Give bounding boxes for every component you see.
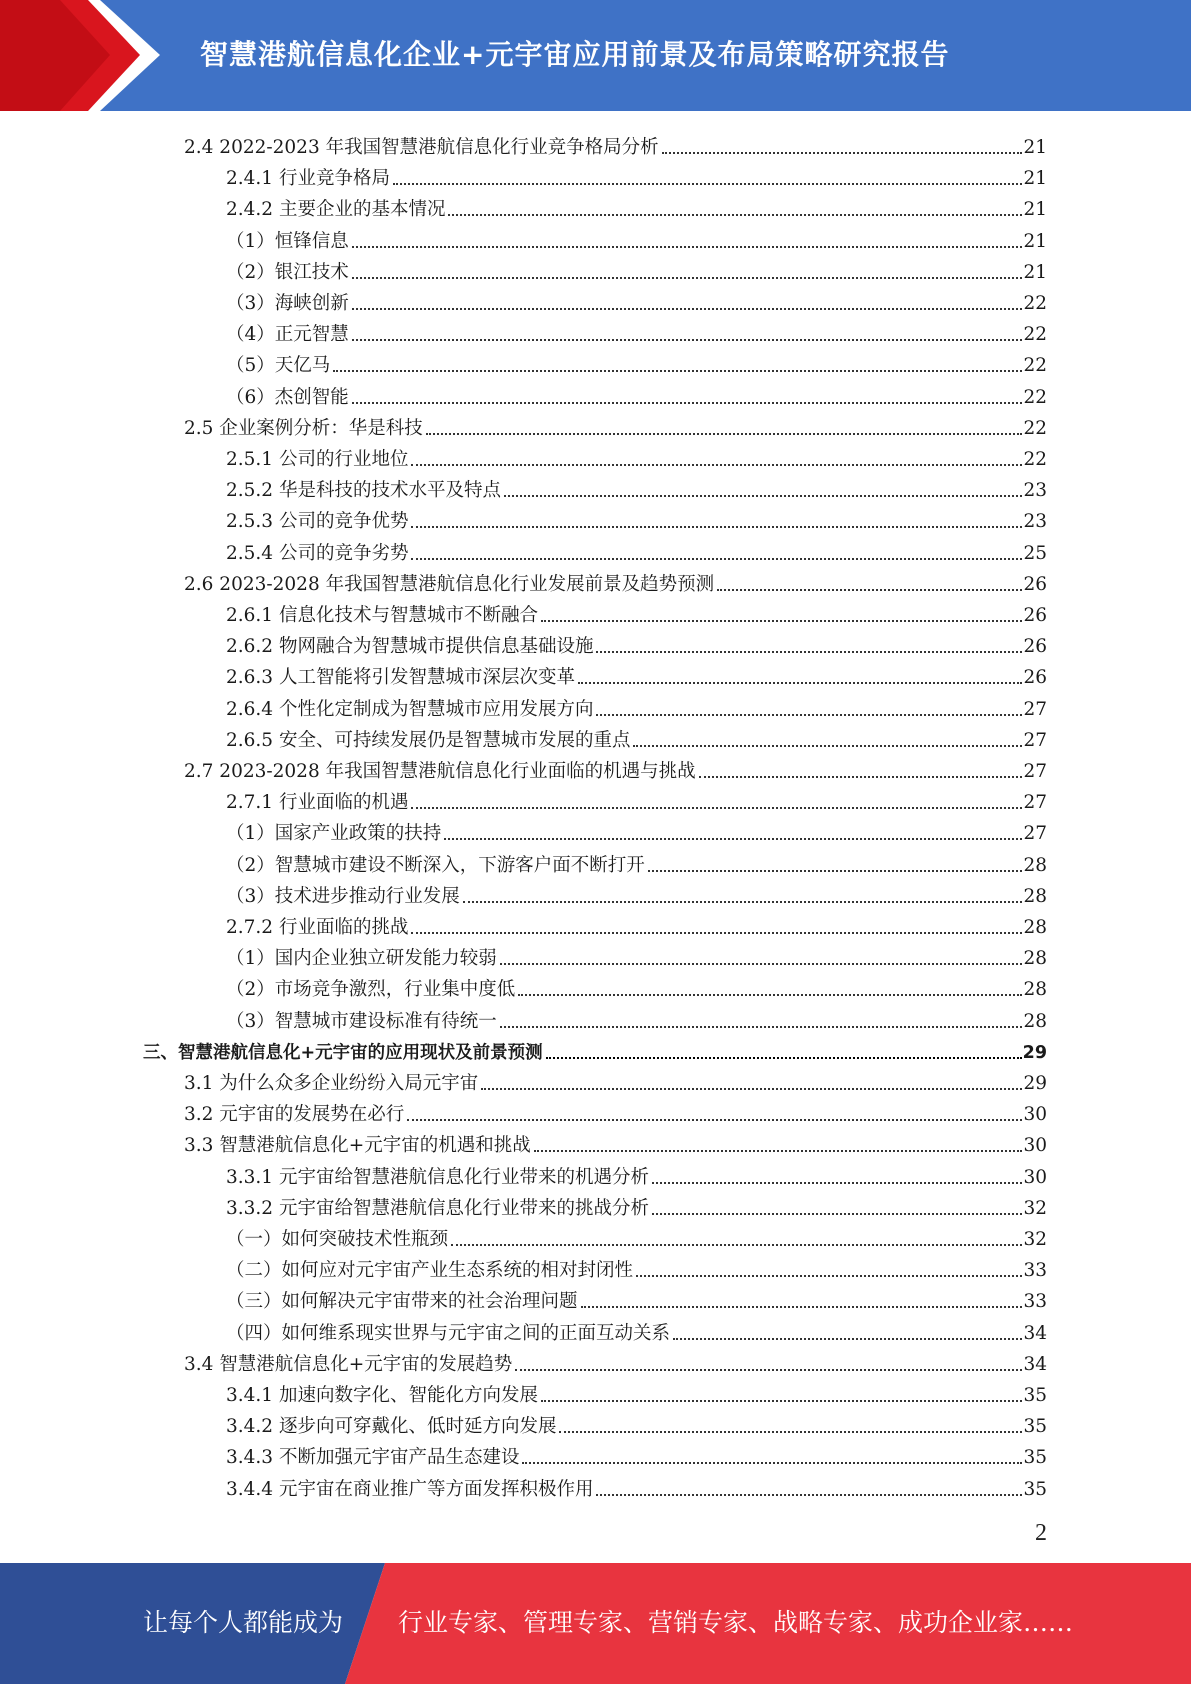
toc-entry[interactable]	[226, 721, 1047, 752]
toc-entry-page: 30	[1023, 1135, 1047, 1157]
toc-entry[interactable]	[226, 877, 1047, 908]
toc-dot-leader	[596, 651, 1022, 653]
toc-entry[interactable]	[226, 939, 1047, 970]
toc-entry[interactable]	[184, 128, 1047, 159]
toc-entry-page: 23	[1023, 511, 1047, 533]
toc-dot-leader	[546, 1057, 1022, 1059]
toc-entry-title: （一）如何突破技术性瓶颈	[226, 1229, 449, 1250]
toc-entry-page: 28	[1023, 885, 1047, 907]
toc-dot-leader	[652, 1182, 1022, 1184]
toc-dot-leader	[662, 152, 1023, 154]
toc-dot-leader	[534, 1150, 1023, 1152]
toc-dot-leader	[699, 776, 1023, 778]
toc-dot-leader	[407, 1119, 1022, 1121]
toc-entry[interactable]	[226, 1002, 1047, 1033]
toc-entry-page: 25	[1023, 542, 1047, 564]
toc-entry-title: （二）如何应对元宇宙产业生态系统的相对封闭性	[226, 1260, 634, 1282]
toc-dot-leader	[500, 963, 1023, 965]
toc-entry-title: 2.4 2022-2023 年我国智慧港航信息化行业竞争格局分析	[184, 137, 659, 158]
toc-dot-leader	[444, 838, 1022, 840]
toc-dot-leader	[352, 402, 1023, 404]
toc-entry[interactable]	[226, 1470, 1047, 1501]
toc-entry-page: 21	[1023, 137, 1047, 158]
toc-entry-page: 22	[1023, 417, 1047, 439]
toc-entry-title: 3.2 元宇宙的发展势在必行	[184, 1104, 405, 1126]
toc-entry-title: （4）正元智慧	[226, 324, 349, 346]
toc-entry-page: 27	[1023, 698, 1047, 720]
toc-entry-title: 2.4.2 主要企业的基本情况	[226, 199, 446, 221]
toc-entry[interactable]	[184, 1126, 1047, 1157]
toc-entry[interactable]	[226, 1282, 1047, 1313]
toc-entry-title: （3）智慧城市建设标准有待统一	[226, 1010, 497, 1032]
toc-entry-title: 3.3.1 元宇宙给智慧港航信息化行业带来的机遇分析	[226, 1166, 649, 1188]
toc-dot-leader	[596, 1494, 1022, 1496]
toc-dot-leader	[411, 807, 1022, 809]
toc-entry-page: 21	[1023, 261, 1047, 283]
toc-entry-page: 35	[1023, 1447, 1047, 1469]
toc-entry-title: （5）天亿马	[226, 355, 331, 377]
toc-entry-page: 26	[1023, 605, 1047, 626]
toc-entry[interactable]	[226, 1189, 1047, 1220]
toc-entry-title: （2）智慧城市建设不断深入，下游客户面不断打开	[226, 854, 645, 876]
toc-entry[interactable]	[226, 846, 1047, 877]
page-footer	[0, 1563, 1191, 1684]
toc-entry[interactable]	[226, 1438, 1047, 1469]
toc-dot-leader	[481, 1088, 1022, 1090]
toc-entry-page: 27	[1023, 792, 1047, 814]
toc-dot-leader	[448, 214, 1022, 216]
toc-entry[interactable]	[226, 346, 1047, 377]
toc-entry-title: 2.6 2023-2028 年我国智慧港航信息化行业发展前景及趋势预测	[184, 573, 715, 595]
toc-entry[interactable]	[226, 253, 1047, 284]
toc-dot-leader	[352, 308, 1023, 310]
toc-entry[interactable]	[226, 690, 1047, 721]
toc-entry-title: 2.5.2 华是科技的技术水平及特点	[226, 480, 501, 502]
toc-entry-page: 33	[1023, 1260, 1047, 1282]
toc-entry-page: 22	[1023, 293, 1047, 314]
toc-entry-page: 35	[1023, 1385, 1047, 1406]
toc-dot-leader	[333, 370, 1022, 372]
toc-entry[interactable]	[226, 814, 1047, 845]
toc-dot-leader	[411, 558, 1022, 560]
toc-entry-page: 28	[1023, 948, 1047, 970]
toc-entry-title: 2.7 2023-2028 年我国智慧港航信息化行业面临的机遇与挑战	[184, 761, 696, 782]
toc-entry-title: 3.3 智慧港航信息化+元宇宙的机遇和挑战	[184, 1135, 531, 1157]
toc-entry-title: （6）杰创智能	[226, 386, 349, 408]
toc-entry[interactable]	[226, 970, 1047, 1001]
toc-dot-leader	[541, 1400, 1022, 1402]
toc-entry-page: 26	[1023, 573, 1047, 595]
toc-entry[interactable]	[226, 1251, 1047, 1282]
toc-entry-title: （1）国家产业政策的扶持	[226, 823, 442, 845]
toc-entry-title: 2.5 企业案例分析：华是科技	[184, 417, 423, 439]
toc-entry-page: 34	[1023, 1353, 1047, 1375]
toc-entry[interactable]	[226, 908, 1047, 939]
toc-entry-title: （1）国内企业独立研发能力较弱	[226, 948, 497, 970]
toc-entry-page: 29	[1022, 1042, 1047, 1063]
toc-entry-title: 2.6.1 信息化技术与智慧城市不断融合	[226, 605, 538, 626]
toc-dot-leader	[578, 682, 1022, 684]
toc-dot-leader	[541, 620, 1022, 622]
toc-entry[interactable]	[226, 534, 1047, 565]
toc-entry-page: 33	[1023, 1291, 1047, 1313]
toc-dot-leader	[636, 1275, 1022, 1277]
toc-dot-leader	[596, 714, 1022, 716]
toc-entry-title: 2.6.4 个性化定制成为智慧城市应用发展方向	[226, 698, 594, 720]
toc-entry-page: 30	[1023, 1104, 1047, 1126]
toc-dot-leader	[463, 901, 1023, 903]
toc-entry-title: 3.4.4 元宇宙在商业推广等方面发挥积极作用	[226, 1478, 594, 1500]
toc-entry[interactable]	[226, 222, 1047, 253]
toc-entry-title: 三、智慧港航信息化+元宇宙的应用现状及前景预测	[143, 1042, 543, 1063]
toc-entry-title: （3）海峡创新	[226, 293, 349, 314]
toc-entry-page: 22	[1023, 386, 1047, 408]
toc-entry-page: 27	[1023, 729, 1047, 751]
toc-entry-page: 21	[1023, 168, 1047, 190]
toc-entry[interactable]	[184, 1095, 1047, 1126]
toc-entry[interactable]	[143, 1033, 1047, 1064]
toc-entry[interactable]	[226, 1376, 1047, 1407]
toc-entry-page: 22	[1023, 449, 1047, 470]
footer-slogan-right: 行业专家、管理专家、营销专家、战略专家、成功企业家……	[398, 1608, 1074, 1637]
toc-entry-title: 2.7.2 行业面临的挑战	[226, 917, 409, 938]
page-number: 2	[1035, 1520, 1047, 1546]
toc-entry-page: 28	[1023, 854, 1047, 876]
toc-dot-leader	[518, 994, 1022, 996]
toc-dot-leader	[393, 183, 1022, 185]
toc-entry[interactable]	[226, 783, 1047, 814]
toc-entry-title: （2）市场竞争激烈，行业集中度低	[226, 979, 516, 1001]
toc-entry-title: （2）银江技术	[226, 261, 349, 283]
toc-dot-leader	[515, 1369, 1022, 1371]
toc-entry-page: 26	[1023, 636, 1047, 658]
toc-entry-title: 3.4.2 逐步向可穿戴化、低时延方向发展	[226, 1416, 557, 1438]
toc-entry[interactable]	[226, 284, 1047, 315]
toc-entry-page: 27	[1023, 761, 1047, 782]
toc-dot-leader	[522, 1462, 1022, 1464]
toc-entry-page: 26	[1023, 667, 1047, 689]
toc-entry[interactable]	[226, 596, 1047, 627]
toc-entry-title: 3.1 为什么众多企业纷纷入局元宇宙	[184, 1073, 479, 1094]
toc-entry[interactable]	[184, 1345, 1047, 1376]
toc-entry-page: 28	[1023, 1010, 1047, 1032]
toc-entry-title: （3）技术进步推动行业发展	[226, 885, 460, 907]
toc-entry[interactable]	[226, 159, 1047, 190]
toc-entry[interactable]	[184, 565, 1047, 596]
toc-entry-page: 22	[1023, 324, 1047, 346]
toc-entry-title: （1）恒锋信息	[226, 230, 349, 252]
toc-entry-page: 27	[1023, 823, 1047, 845]
toc-entry-page: 21	[1023, 199, 1047, 221]
toc-entry-page: 29	[1023, 1073, 1047, 1094]
toc-entry-title: （四）如何维系现实世界与元宇宙之间的正面互动关系	[226, 1322, 671, 1344]
toc-entry-title: 2.5.3 公司的竞争优势	[226, 511, 409, 533]
toc-dot-leader	[411, 464, 1022, 466]
toc-entry-title: 2.5.1 公司的行业地位	[226, 449, 409, 470]
toc-entry[interactable]	[226, 658, 1047, 689]
toc-entry-page: 30	[1023, 1166, 1047, 1188]
toc-entry-page: 32	[1023, 1229, 1047, 1250]
toc-entry[interactable]	[226, 1220, 1047, 1251]
toc-entry-title: 2.4.1 行业竞争格局	[226, 168, 390, 190]
toc-entry-page: 28	[1023, 979, 1047, 1001]
toc-entry-page: 22	[1023, 355, 1047, 377]
toc-entry-page: 28	[1023, 917, 1047, 938]
page-header	[0, 0, 1191, 111]
toc-entry[interactable]	[226, 378, 1047, 409]
toc-entry[interactable]	[226, 1158, 1047, 1189]
toc-dot-leader	[581, 1306, 1023, 1308]
toc-entry-page: 23	[1023, 480, 1047, 502]
toc-entry-title: 2.6.2 物网融合为智慧城市提供信息基础设施	[226, 636, 594, 658]
toc-entry[interactable]	[226, 315, 1047, 346]
toc-dot-leader	[352, 339, 1023, 341]
toc-dot-leader	[504, 495, 1022, 497]
toc-entry[interactable]	[184, 409, 1047, 440]
toc-entry-page: 34	[1023, 1322, 1047, 1344]
toc-entry-page: 32	[1023, 1197, 1047, 1219]
toc-dot-leader	[717, 589, 1022, 591]
toc-entry-page: 21	[1023, 230, 1047, 252]
toc-entry[interactable]	[226, 1407, 1047, 1438]
toc-entry[interactable]	[226, 502, 1047, 533]
toc-entry-title: 3.3.2 元宇宙给智慧港航信息化行业带来的挑战分析	[226, 1197, 649, 1219]
toc-dot-leader	[426, 433, 1023, 435]
toc-dot-leader	[352, 277, 1023, 279]
report-title: 智慧港航信息化企业+元宇宙应用前景及布局策略研究报告	[200, 38, 950, 71]
toc-entry[interactable]	[184, 752, 1047, 783]
toc-dot-leader	[633, 745, 1022, 747]
toc-entry-page: 35	[1023, 1478, 1047, 1500]
toc-entry-title: 2.6.5 安全、可持续发展仍是智慧城市发展的重点	[226, 729, 631, 751]
toc-dot-leader	[500, 1026, 1023, 1028]
toc-dot-leader	[648, 870, 1023, 872]
toc-entry[interactable]	[226, 471, 1047, 502]
toc-dot-leader	[411, 932, 1022, 934]
toc-dot-leader	[559, 1431, 1022, 1433]
toc-entry-title: 2.6.3 人工智能将引发智慧城市深层次变革	[226, 667, 575, 689]
toc-dot-leader	[411, 526, 1022, 528]
toc-entry-title: 2.7.1 行业面临的机遇	[226, 792, 409, 814]
toc-entry-title: 2.5.4 公司的竞争劣势	[226, 542, 409, 564]
toc-entry[interactable]	[226, 440, 1047, 471]
toc-entry[interactable]	[226, 627, 1047, 658]
toc-entry[interactable]	[226, 1314, 1047, 1345]
footer-slogan-left: 让每个人都能成为	[143, 1608, 344, 1637]
toc-dot-leader	[673, 1338, 1022, 1340]
toc-entry-title: 3.4.3 不断加强元宇宙产品生态建设	[226, 1447, 520, 1469]
toc-entry-title: 3.4 智慧港航信息化+元宇宙的发展趋势	[184, 1353, 513, 1375]
toc-dot-leader	[451, 1244, 1022, 1246]
toc-entry[interactable]	[226, 190, 1047, 221]
toc-dot-leader	[652, 1213, 1022, 1215]
toc-dot-leader	[352, 246, 1023, 248]
toc-entry-title: （三）如何解决元宇宙带来的社会治理问题	[226, 1291, 578, 1313]
toc-entry[interactable]	[184, 1064, 1047, 1095]
toc-entry-title: 3.4.1 加速向数字化、智能化方向发展	[226, 1385, 538, 1406]
toc-entry-page: 35	[1023, 1416, 1047, 1438]
